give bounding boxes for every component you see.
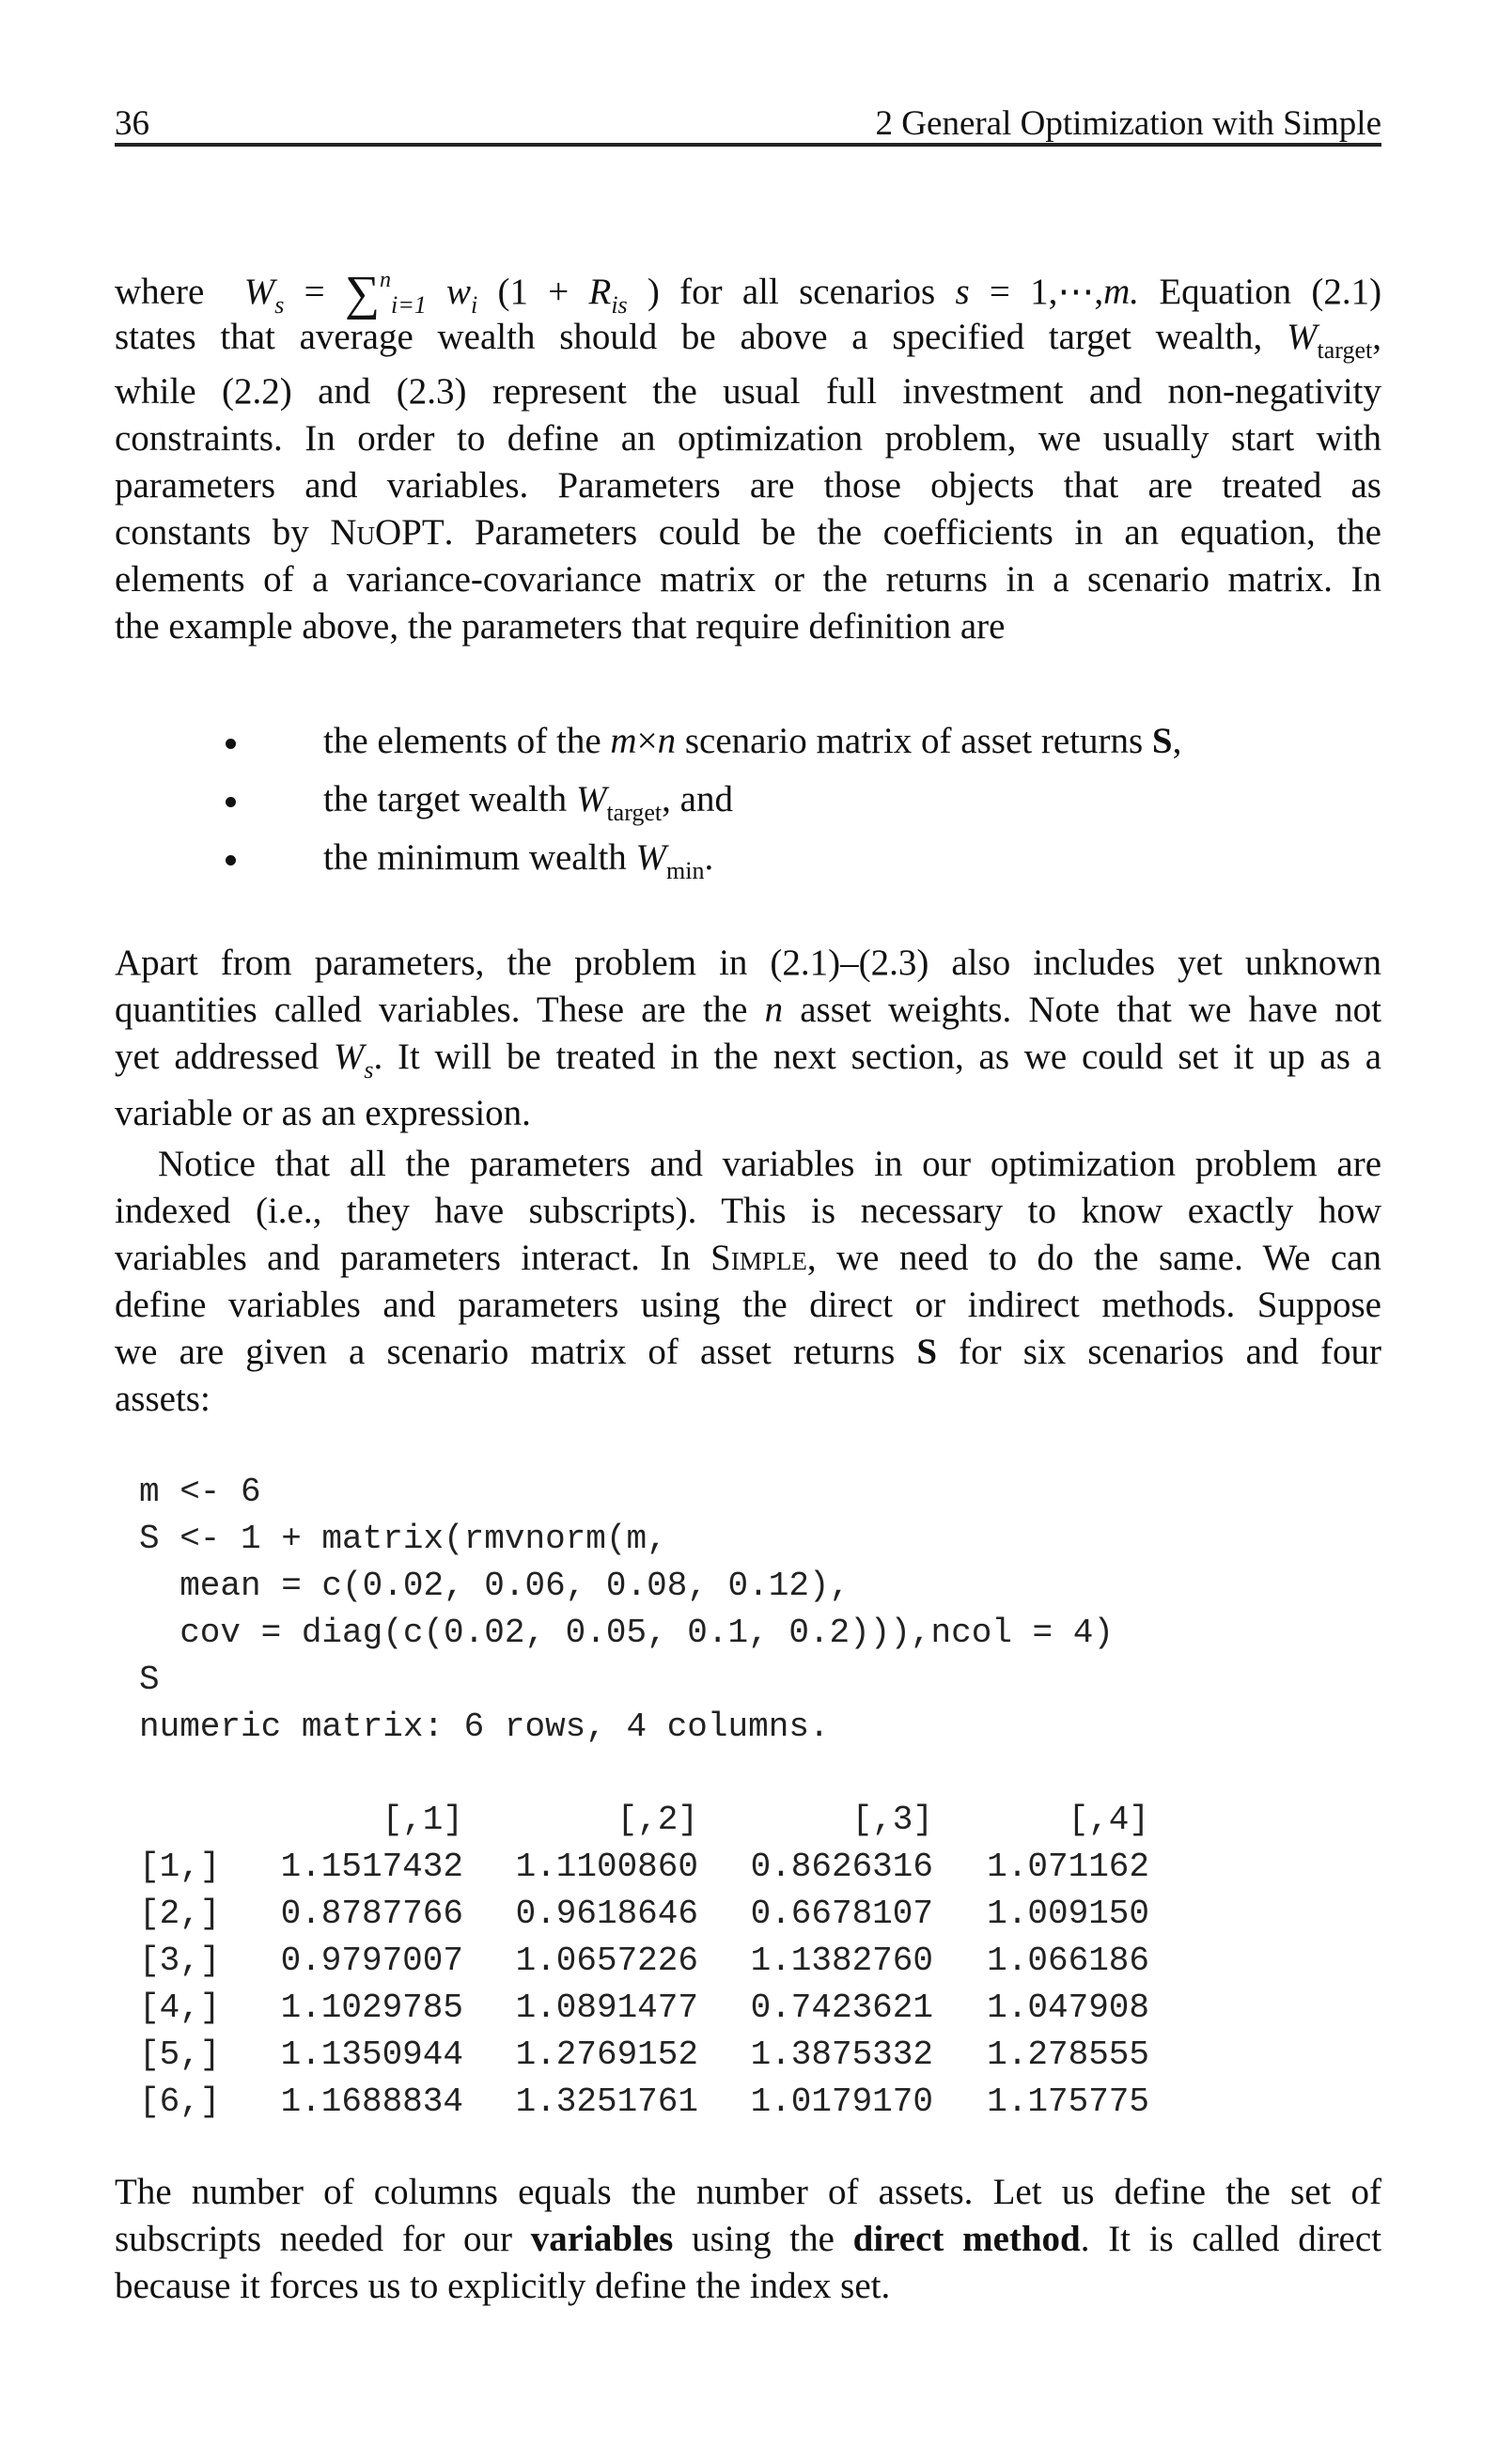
text-line: The number of columns equals the number of assets. Let us define the set of xyxy=(115,2172,1381,2212)
matrix-row xyxy=(139,2079,1149,2126)
software-name: NuOPT xyxy=(330,512,445,553)
matrix-cell: 0.6678107 xyxy=(750,1895,933,1933)
list-item-text xyxy=(323,776,733,827)
matrix-output xyxy=(139,1797,1149,2126)
list-item xyxy=(242,776,1381,834)
text-span: . It is called direct xyxy=(1080,2219,1382,2259)
text-line xyxy=(115,987,1381,1034)
text-line: assets: xyxy=(115,1379,211,1419)
matrix-cell: 1.3875332 xyxy=(750,2035,933,2074)
code-line: m <- 6 xyxy=(139,1473,261,1511)
matrix-row xyxy=(139,1938,1149,1985)
formula-paren: ) xyxy=(647,272,660,312)
matrix-cell: 1.071162 xyxy=(987,1848,1149,1886)
text-line xyxy=(115,1141,1381,1188)
formula-symbol: W xyxy=(635,837,667,878)
paragraph-intro xyxy=(115,259,1381,650)
matrix-cell: 1.1029785 xyxy=(280,1988,463,2027)
matrix-row-label: [1,] xyxy=(139,1848,221,1886)
text-line xyxy=(115,1034,1381,1090)
matrix-cell: 1.3251761 xyxy=(515,2082,698,2121)
matrix-row-label: [4,] xyxy=(139,1988,221,2027)
scenario-range xyxy=(955,272,1139,312)
text-span: we are given a scenario matrix of asset returns xyxy=(115,1332,896,1372)
bullet-icon xyxy=(226,855,236,866)
text-span: . Parameters could be the coefficients in an equation, the xyxy=(444,512,1381,553)
text-line xyxy=(115,259,1382,320)
text-span: variables and parameters interact. In xyxy=(115,1238,691,1278)
software-name: Simple xyxy=(710,1238,807,1278)
text-span: for all scenarios xyxy=(679,272,936,312)
matrix-cell: 1.0657226 xyxy=(515,1942,698,1980)
text-span: the target wealth xyxy=(323,779,568,819)
text-span: . It will be treated in the next section, as we could set it up as a xyxy=(373,1037,1382,1077)
matrix-cell: 0.9618646 xyxy=(515,1895,698,1933)
matrix-cell: 1.0179170 xyxy=(750,2082,933,2121)
formula-equals: = xyxy=(304,272,325,312)
text-line: because it forces us to explicitly define the index set. xyxy=(115,2266,891,2306)
text-span: . xyxy=(704,837,714,878)
formula-subscript: i xyxy=(471,291,478,319)
formula-symbol: n xyxy=(764,990,784,1030)
matrix-cell: 1.1350944 xyxy=(280,2035,463,2074)
text-span: yet addressed xyxy=(115,1037,320,1077)
text-span: Notice that all the parameters and variables in our optimization problem are xyxy=(158,1144,1381,1184)
matrix-cell: 1.1517432 xyxy=(280,1848,463,1886)
formula-symbol: s xyxy=(955,272,970,312)
formula-symbol: R xyxy=(588,272,612,312)
formula-subscript: s xyxy=(274,291,285,319)
sum-index: i=1 xyxy=(390,291,427,319)
text-line xyxy=(115,314,1381,368)
text-span: asset weights. Note that we have not xyxy=(800,990,1382,1030)
matrix-cell: 0.7423621 xyxy=(750,1988,933,2027)
matrix-cell: 1.278555 xyxy=(987,2035,1149,2074)
parameter-list xyxy=(242,718,1381,893)
text-line: define variables and parameters using the direct or indirect methods. Suppose xyxy=(115,1285,1381,1325)
code-line: mean = c(0.02, 0.06, 0.08, 0.12), xyxy=(139,1567,850,1605)
formula-symbol: w xyxy=(446,272,472,312)
code-line: cov = diag(c(0.02, 0.05, 0.1, 0.2))),ncol = 4) xyxy=(139,1614,1114,1652)
formula-symbol: W xyxy=(1287,317,1318,357)
formula-symbol: W xyxy=(333,1037,365,1077)
text-line xyxy=(115,509,1381,556)
list-item-text xyxy=(323,718,1181,765)
text-line: parameters and variables. Parameters are those objects that are treated as xyxy=(115,465,1381,506)
matrix-cell: 0.8626316 xyxy=(750,1848,933,1886)
text-span: , xyxy=(1372,317,1382,357)
text-line: indexed (i.e., they have subscripts). This is necessary to know exactly how xyxy=(115,1191,1381,1231)
text-line xyxy=(115,1329,1381,1376)
text-span: constants by xyxy=(115,512,309,553)
matrix-row xyxy=(139,1985,1149,2032)
text-span: Equation (2.1) xyxy=(1159,272,1382,312)
matrix-row xyxy=(139,1891,1149,1938)
matrix-cell: 1.1688834 xyxy=(280,2082,463,2121)
formula-symbol: n xyxy=(657,721,677,761)
matrix-column-header: [,1] xyxy=(382,1801,463,1839)
sum-symbol: ∑ xyxy=(344,267,380,320)
paragraph-indexing xyxy=(115,1141,1381,1423)
formula-range: = 1,⋯, xyxy=(989,272,1104,312)
matrix-symbol: S xyxy=(916,1332,938,1372)
formula-subscript: target xyxy=(606,799,663,826)
matrix-cell: 1.175775 xyxy=(987,2082,1149,2121)
matrix-row-label: [5,] xyxy=(139,2035,221,2074)
text-line xyxy=(115,1235,1381,1282)
matrix-cell: 1.047908 xyxy=(987,1988,1149,2027)
list-item-text xyxy=(323,834,713,885)
formula-symbol: W xyxy=(575,779,607,819)
matrix-cell: 0.8787766 xyxy=(280,1895,463,1933)
formula-symbol: m. xyxy=(1103,272,1140,312)
formula-times: × xyxy=(636,721,658,761)
text-line: while (2.2) and (2.3) represent the usual full investment and non-negativity xyxy=(115,371,1381,412)
page-number: 36 xyxy=(115,104,149,143)
text-span: states that average wealth should be above a specified target wealth, xyxy=(115,317,1263,357)
formula-subscript: is xyxy=(611,291,628,319)
formula-paren: (1 + xyxy=(497,272,570,312)
matrix-column-header: [,4] xyxy=(1068,1801,1149,1839)
text-span: , xyxy=(1172,721,1182,761)
list-item xyxy=(242,834,1381,893)
code-block xyxy=(139,1469,1114,1751)
text-line xyxy=(115,2216,1381,2263)
list-item xyxy=(242,718,1381,776)
bullet-icon xyxy=(226,797,236,807)
matrix-row xyxy=(139,1844,1149,1891)
text-line: variable or as an expression. xyxy=(115,1093,531,1133)
paragraph-direct-method xyxy=(115,2169,1381,2310)
text-span: the elements of the xyxy=(323,721,601,761)
matrix-row-label: [6,] xyxy=(139,2082,221,2121)
matrix-cell: 1.0891477 xyxy=(515,1988,698,2027)
matrix-row-label: [2,] xyxy=(139,1895,221,1933)
matrix-cell: 1.066186 xyxy=(987,1942,1149,1980)
formula-superscript: n xyxy=(379,268,391,292)
text-span: subscripts needed for our xyxy=(115,2219,512,2259)
matrix-cell: 1.1100860 xyxy=(515,1848,698,1886)
code-line: S xyxy=(139,1661,160,1699)
text-line: Apart from parameters, the problem in (2.1)–(2.3) also includes yet unknown xyxy=(115,943,1381,983)
matrix-column-header: [,3] xyxy=(851,1801,933,1839)
text-span: for six scenarios and four xyxy=(959,1332,1381,1372)
text-span: , we need to do the same. We can xyxy=(806,1238,1381,1278)
text-line: the example above, the parameters that require definition are xyxy=(115,606,1006,647)
running-title: 2 General Optimization with Simple xyxy=(875,104,1381,143)
formula-symbol: m xyxy=(610,721,637,761)
text-span: scenario matrix of asset returns xyxy=(684,721,1144,761)
wealth-formula xyxy=(243,267,660,320)
bullet-icon xyxy=(226,739,236,749)
formula-subscript: s xyxy=(364,1056,374,1084)
formula-subscript xyxy=(391,291,427,319)
formula-subscript: min xyxy=(666,857,705,884)
formula-symbol: W xyxy=(243,272,275,312)
code-line: numeric matrix: 6 rows, 4 columns. xyxy=(139,1708,830,1746)
formula-subscript: target xyxy=(1317,336,1373,364)
matrix-cell: 1.2769152 xyxy=(515,2035,698,2074)
matrix-row xyxy=(139,2032,1149,2079)
text-span: , and xyxy=(662,779,733,819)
matrix-header-row xyxy=(139,1797,1149,1844)
running-header xyxy=(115,100,1381,147)
text-line: constraints. In order to define an optimization problem, we usually start with xyxy=(115,418,1381,459)
paragraph-variables xyxy=(115,940,1381,1137)
code-line: S <- 1 + matrix(rmvnorm(m, xyxy=(139,1520,667,1558)
bold-term: variables xyxy=(530,2219,674,2259)
text-span: using the xyxy=(692,2219,835,2259)
text-line: elements of a variance-covariance matrix or the returns in a scenario matrix. In xyxy=(115,559,1381,600)
matrix-symbol: S xyxy=(1151,721,1173,761)
matrix-cell: 1.009150 xyxy=(987,1895,1149,1933)
text-span: quantities called variables. These are the xyxy=(115,990,748,1030)
matrix-row-label: [3,] xyxy=(139,1942,221,1980)
bold-term: direct method xyxy=(852,2219,1081,2259)
matrix-column-header: [,2] xyxy=(616,1801,698,1839)
matrix-cell: 0.9797007 xyxy=(280,1942,463,1980)
text-span: the minimum wealth xyxy=(323,837,627,878)
word-where: where xyxy=(115,272,205,312)
matrix-cell: 1.1382760 xyxy=(750,1942,933,1980)
